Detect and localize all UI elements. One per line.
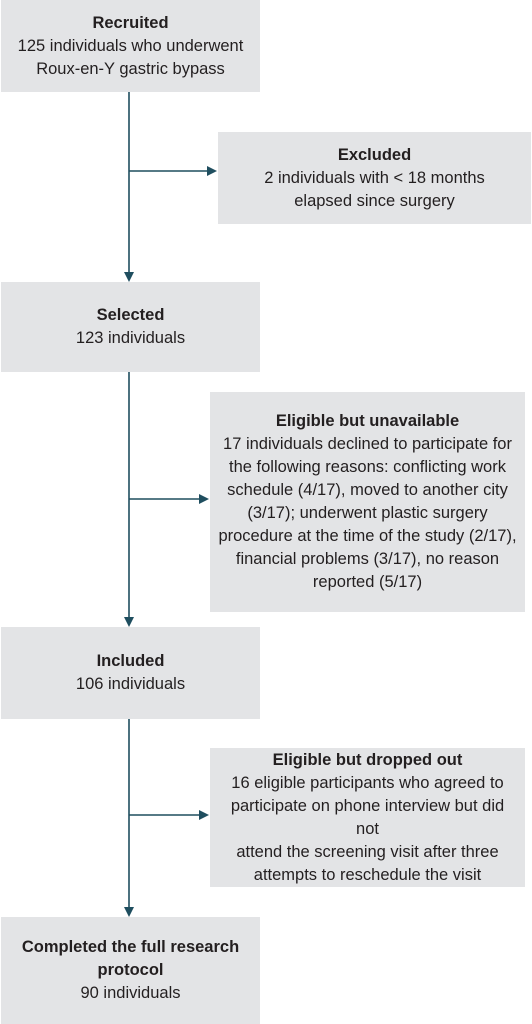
unavailable-box bbox=[210, 392, 525, 612]
completed-box bbox=[1, 917, 260, 1024]
selected-body: 123 individuals bbox=[75, 329, 186, 347]
included-body: 106 individuals bbox=[75, 675, 186, 693]
excluded-body: 2 individuals with < 18 months elapsed since surgery bbox=[264, 168, 485, 210]
recruited-box bbox=[1, 0, 260, 92]
excluded-box bbox=[218, 132, 531, 224]
dropped-title: Eligible but dropped out bbox=[272, 750, 463, 769]
completed-title: Completed the full research protocol bbox=[21, 938, 240, 979]
selected-box bbox=[1, 282, 260, 372]
dropped-body: 16 eligible participants who agreed to participate on phone interview but did not attend the screening visit after three attempts to reschedule the visit bbox=[230, 773, 505, 884]
excluded-title: Excluded bbox=[337, 145, 412, 164]
dropped-box bbox=[210, 748, 525, 887]
completed-body: 90 individuals bbox=[80, 984, 181, 1002]
recruited-body: 125 individuals who underwent Roux-en-Y gastric bypass bbox=[17, 36, 244, 78]
included-title: Included bbox=[96, 652, 165, 670]
recruited-title: Recruited bbox=[92, 13, 169, 32]
selected-title: Selected bbox=[96, 306, 165, 324]
unavailable-body: 17 individuals declined to participate for the following reasons: conflicting work schedule (4/17), moved to another city (3/17); underwent plastic surgery procedure at the time of the study (2/17), financial problems (3/17), no reason reported (5/17) bbox=[218, 435, 517, 591]
unavailable-title: Eligible but unavailable bbox=[275, 412, 460, 430]
included-box bbox=[1, 627, 260, 719]
